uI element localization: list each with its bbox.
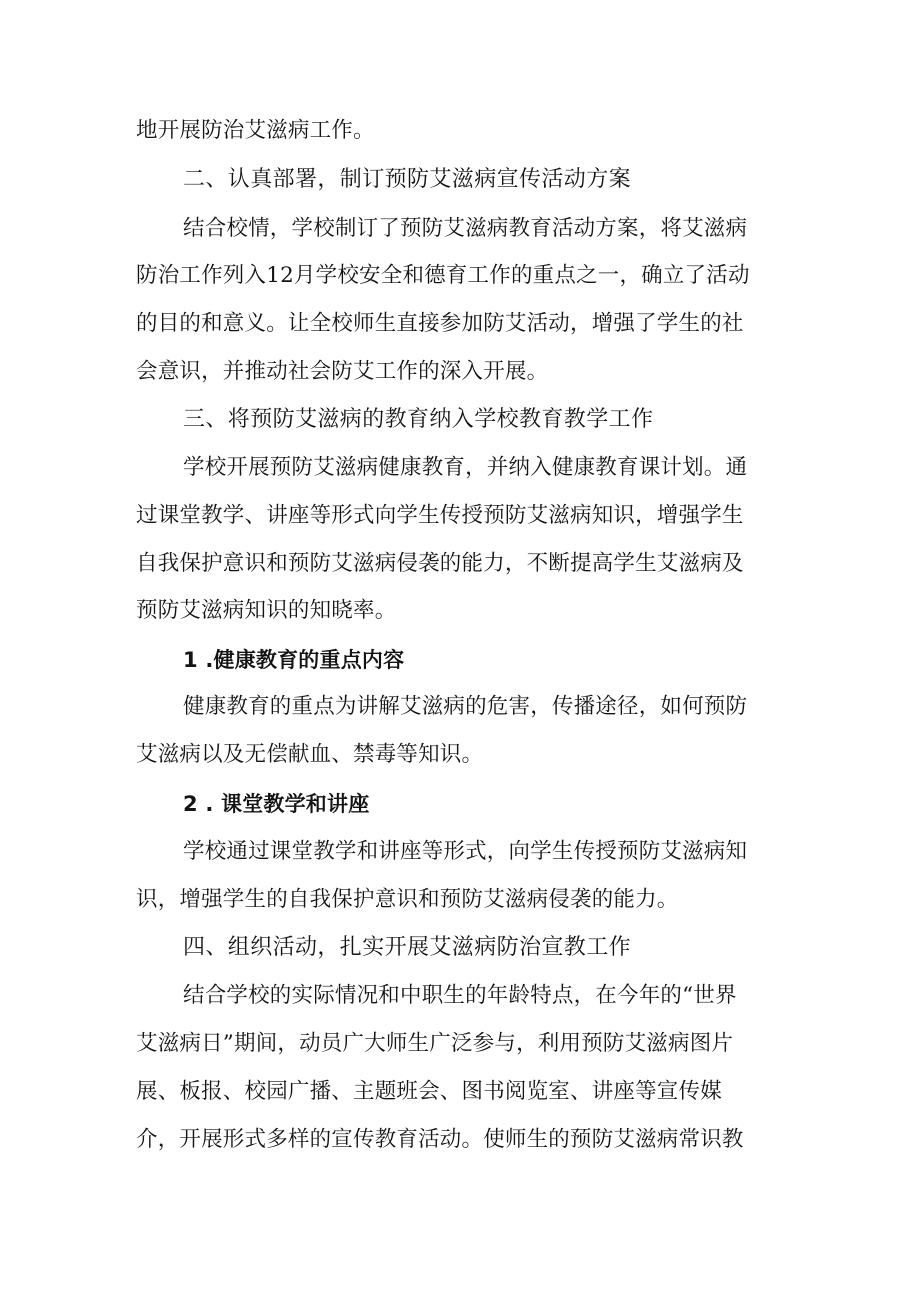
paragraph-line: 的目的和意义。让全校师生直接参加防艾活动，增强了学生的社 <box>136 311 744 336</box>
paragraph-line: 地开展防治艾滋病工作。 <box>136 118 375 143</box>
paragraph-line: 自我保护意识和预防艾滋病侵袭的能力，不断提高学生艾滋病及 <box>136 551 744 576</box>
paragraph-line: 预防艾滋病知识的知晓率。 <box>136 598 397 623</box>
paragraph-line: 艾滋病以及无偿献血、禁毒等知识。 <box>136 742 484 767</box>
paragraph-line: 展、板报、校园广播、主题班会、图书阅览室、讲座等宣传媒 <box>136 1079 722 1104</box>
paragraph-line: 识，增强学生的自我保护意识和预防艾滋病侵袭的能力。 <box>136 887 679 912</box>
paragraph-line: 学校开展预防艾滋病健康教育，并纳入健康教育课计划。通 <box>183 455 748 480</box>
paragraph-line: 结合学校的实际情况和中职生的年龄特点，在今年的“世界 <box>183 983 737 1008</box>
subheading-1: 1 .健康教育的重点内容 <box>183 648 405 672</box>
paragraph-line: 艾滋病日”期间，动员广大师生广泛参与，利用预防艾滋病图片 <box>136 1031 734 1056</box>
paragraph-line: 会意识，并推动社会防艾工作的深入开展。 <box>136 359 549 384</box>
paragraph-line: 健康教育的重点为讲解艾滋病的危害，传播途径，如何预防 <box>183 694 748 719</box>
paragraph-line: 过课堂教学、讲座等形式向学生传授预防艾滋病知识，增强学生 <box>136 503 744 528</box>
section-heading-4: 四、组织活动，扎实开展艾滋病防治宣教工作 <box>183 935 632 960</box>
subheading-2: 2 . 课堂教学和讲座 <box>183 792 370 816</box>
paragraph-line: 防治工作列入12月学校安全和德育工作的重点之一，确立了活动 <box>136 263 750 288</box>
paragraph-line: 结合校情，学校制订了预防艾滋病教育活动方案，将艾滋病 <box>183 216 748 241</box>
section-heading-3: 三、将预防艾滋病的教育纳入学校教育教学工作 <box>183 407 654 432</box>
section-heading-2: 二、认真部署，制订预防艾滋病宣传活动方案 <box>183 167 632 192</box>
paragraph-line: 学校通过课堂教学和讲座等形式，向学生传授预防艾滋病知 <box>183 839 748 864</box>
paragraph-line: 介，开展形式多样的宣传教育活动。使师生的预防艾滋病常识教 <box>136 1127 744 1152</box>
